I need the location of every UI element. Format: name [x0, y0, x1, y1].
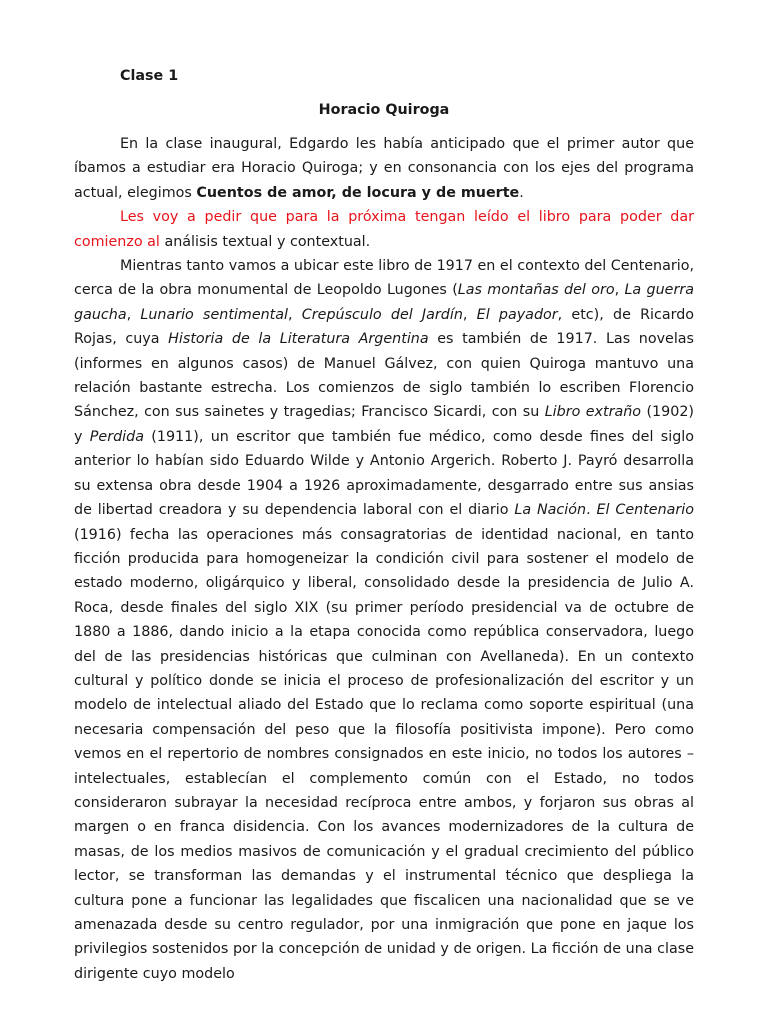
italic-work-title: Crepúsculo del Jardín: [301, 306, 463, 323]
highlighted-request: Les voy a pedir que para la próxima tengan leído el libro para poder dar comienzo al: [74, 209, 694, 250]
text-span: ,: [288, 306, 302, 323]
paragraph-intro-end: .: [519, 184, 524, 201]
text-span: ,: [614, 282, 625, 299]
text-span: .: [586, 502, 597, 519]
italic-work-title: Libro extraño: [544, 404, 642, 421]
paragraph-context: [74, 254, 694, 986]
text-span: Mientras tanto vamos a ubicar este libro de 1917 en el contexto del Centenario, cerca de la obra monumental de Leopoldo Lugones (: [74, 258, 694, 299]
paragraph-request: [74, 205, 694, 254]
document-title: Horacio Quiroga: [318, 102, 450, 118]
text-span: (1916) fecha las operaciones más consagratorias de identidad nacional, en tanto ficción producida para homogeneizar la condición civil para sostener el modelo de estado moderno, oligárquico y liberal, consolidado desde la presidencia de Julio A. Roca, desde finales del siglo XIX (su primer período presidencial va de octubre de 1880 a 1886, dando inicio a la etapa conocida como república conservadora, luego del de las presidencias históricas que culminan con Avellaneda). En un contexto cultural y político donde se inicia el proceso de profesionalización del escritor y un modelo de intelectual aliado del Estado que lo reclama como soporte espiritual (una necesaria compensación del peso que la filosofía positivista impone). Pero como vemos en el repertorio de nombres consignados en este inicio, no todos los autores –intelectuales, establecían el complemento común con el Estado, no todos consideraron subrayar la necesidad recíproca entre ambos, y forjaron sus obras al margen o en franca disidencia. Con los avances modernizadores de la cultura de masas, de los medios masivos de comunicación y el gradual crecimiento del público lector, se transforman las demandas y el instrumental técnico que despliega la cultura pone a funcionar las legalidades que fiscalicen una nacionalidad que se ve amenazada desde su centro regulador, por una inmigración que pone en jaque los privilegios sostenidos por la concepción de unidad y de origen. La ficción de una clase dirigente cuyo modelo: [74, 526, 694, 982]
text-span: (1902) y: [74, 404, 694, 445]
text-span: es también de 1917. Las novelas (informes en algunos casos) de Manuel Gálvez, con quien Quiroga mantuvo una relación bastante estrecha. Los comienzos de siglo también lo escriben Florencio Sánchez, con sus sainetes y tragedias; Francisco Sicardi, con su: [74, 331, 695, 421]
text-span: ,: [126, 306, 141, 323]
italic-work-title: La guerra gaucha: [74, 282, 694, 323]
italic-work-title: El payador: [476, 306, 558, 323]
italic-work-title: Historia de la Literatura Argentina: [168, 331, 429, 348]
italic-newspaper-title: La Nación: [514, 502, 587, 519]
paragraph-request-text: análisis textual y contextual.: [159, 233, 371, 250]
italic-work-title: Perdida: [89, 428, 144, 445]
book-title: Cuentos de amor, de locura y de muerte: [196, 184, 520, 201]
italic-work-title: El Centenario: [596, 502, 694, 519]
italic-work-title: Lunario sentimental: [140, 306, 289, 323]
class-label: Clase 1: [120, 68, 179, 84]
paragraph-intro-text: En la clase inaugural, Edgardo les había anticipado que el primer autor que íbamos a estudiar era Horacio Quiroga; y en consonancia con los ejes del programa actual, elegimos: [74, 136, 694, 201]
text-span: (1911), un escritor que también fue médico, como desde fines del siglo anterior lo habían sido Eduardo Wilde y Antonio Argerich. Roberto J. Payró desarrolla su extensa obra desde 1904 a 1926 aproximadamente, desgarrado entre sus ansias de libertad creadora y su dependencia laboral con el diario: [74, 428, 694, 519]
paragraph-intro: [74, 132, 694, 205]
text-span: ,: [462, 306, 477, 323]
text-span: , etc), de Ricardo Rojas, cuya: [74, 306, 695, 348]
italic-work-title: Las montañas del oro: [457, 282, 615, 299]
